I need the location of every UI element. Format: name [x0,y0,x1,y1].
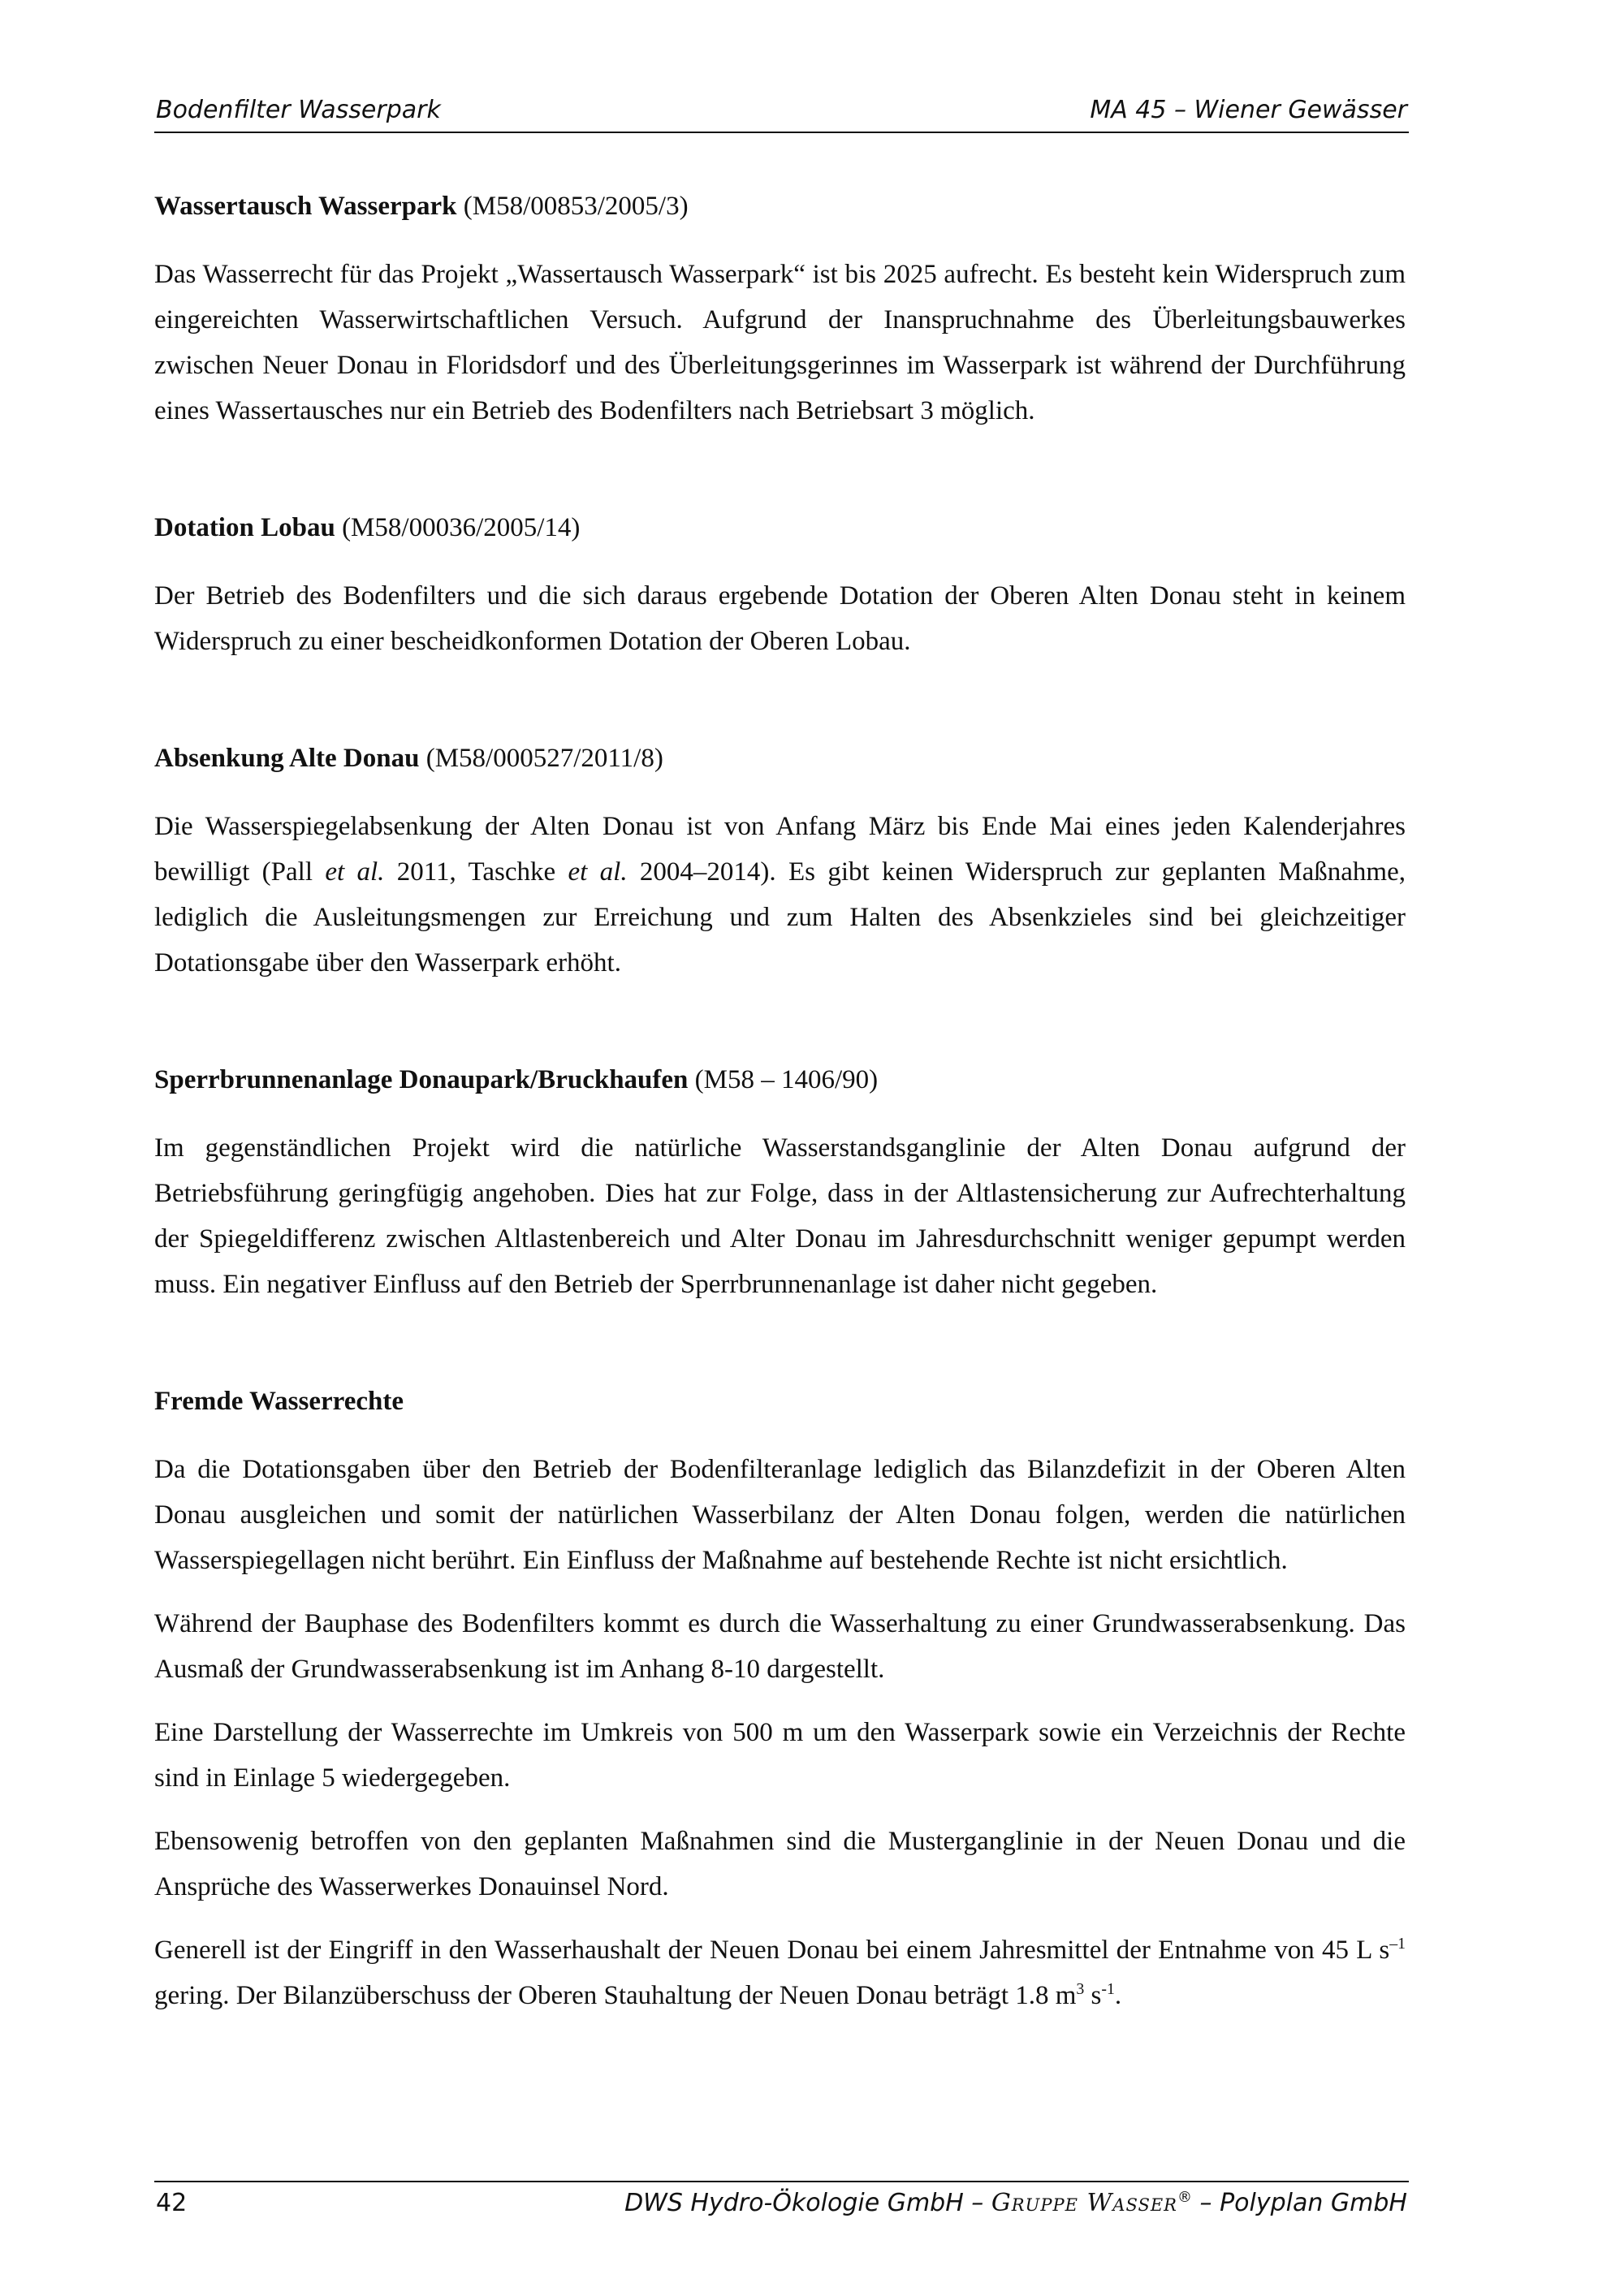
footer-text: DWS Hydro-Ökologie GmbH – [624,2189,991,2217]
section-title: Dotation Lobau [154,513,335,542]
paragraph: Ebensowenig betroffen von den geplanten Maßnahmen sind die Musterganglinie in der Neuen Donau und die Ansprüche des Wasserwerkes Donauinsel Nord. [154,1827,1406,1901]
section-reference: (M58 – 1406/90) [694,1065,879,1094]
page-number: 42 [156,2189,188,2217]
section-sperrbrunnenanlage [154,1057,1406,1307]
page-header [154,96,1409,133]
section-title: Wassertausch Wasserpark [154,192,457,221]
paragraph: Während der Bauphase des Bodenfilters kommt es durch die Wasserhaltung zu einer Grundwasserabsenkung. Das Ausmaß der Grundwasserabsenkung ist im Anhang 8-10 dargestellt. [154,1609,1406,1684]
paragraph [154,1927,1406,2018]
text-run: gering. Der Bilanzüberschuss der Oberen Stauhaltung der Neuen Donau beträgt 1.8 m [154,1981,1077,2010]
footer-organizations [624,2189,1407,2217]
section-title: Sperrbrunnenanlage Donaupark/Bruckhaufen [154,1065,689,1094]
section-absenkung-alte-donau [154,736,1406,986]
text-run: 2011, Taschke [384,857,568,887]
paragraph: Eine Darstellung der Wasserrechte im Umkreis von 500 m um den Wasserpark sowie ein Verzeichnis der Rechte sind in Einlage 5 wiedergegeben. [154,1718,1406,1793]
text-run: s [1084,1981,1102,2010]
section-wassertausch [154,183,1406,434]
section-dotation-lobau [154,505,1406,664]
superscript: 3 [1076,1980,1085,1998]
paragraph [154,804,1406,986]
section-reference: (M58/000527/2011/8) [425,744,663,773]
section-heading [154,505,1406,550]
paragraph: Der Betrieb des Bodenfilters und die sich daraus ergebende Dotation der Oberen Alten Donau steht in keinem Widerspruch zu einer bescheidkonformen Dotation der Oberen Lobau. [154,581,1406,656]
section-fremde-wasserrechte [154,1379,1406,2018]
section-reference: (M58/00036/2005/14) [342,513,581,542]
section-title: Fremde Wasserrechte [154,1387,404,1416]
paragraph: Im gegenständlichen Projekt wird die natürliche Wasserstandsganglinie der Alten Donau aufgrund der Betriebsführung geringfügig angehoben. Dies hat zur Folge, dass in der Altlastensicherung zur Aufrechterhaltung der Spiegeldifferenz zwischen Altlastenbereich und Alter Donau im Jahresdurchschnitt weniger gepumpt werden muss. Ein negativer Einfluss auf den Betrieb der Sperrbrunnenanlage ist daher nicht gegeben. [154,1133,1406,1299]
page-footer [154,2181,1409,2226]
footer-text: – Polyplan GmbH [1192,2189,1407,2217]
section-reference: (M58/00853/2005/3) [463,192,689,221]
header-organization: MA 45 – Wiener Gewässer [1090,96,1407,124]
superscript: –1 [1389,1935,1406,1953]
document-body [154,183,1406,2036]
section-heading [154,1057,1406,1103]
section-heading [154,736,1406,781]
italic-text: et al. [325,857,385,887]
text-run: Generell ist der Eingriff in den Wasserhaushalt der Neuen Donau bei einem Jahresmittel der Entnahme von 45 L s [154,1936,1390,1965]
registered-mark: ® [1177,2189,1192,2206]
section-title: Absenkung Alte Donau [154,744,420,773]
text-run: . [1114,1981,1122,2010]
italic-text: et al. [568,857,628,887]
header-title: Bodenfilter Wasserpark [156,96,441,124]
paragraph: Das Wasserrecht für das Projekt „Wassertausch Wasserpark“ ist bis 2025 aufrecht. Es besteht kein Widerspruch zum eingereichten Wasserwirtschaftlichen Versuch. Aufgrund der Inanspruchnahme des Überleitungsbauwerkes zwischen Neuer Donau in Floridsdorf und des Überleitungsgerinnes im Wasserpark ist während der Durchführung eines Wassertausches nur ein Betrieb des Bodenfilters nach Betriebsart 3 möglich. [154,260,1406,425]
section-heading [154,1379,1406,1424]
footer-brand: Gruppe Wasser [991,2189,1177,2217]
paragraph: Da die Dotationsgaben über den Betrieb der Bodenfilteranlage lediglich das Bilanzdefizit in der Oberen Alten Donau ausgleichen und somit der natürlichen Wasserbilanz der Alten Donau folgen, werden die natürlichen Wasserspiegellagen nicht berührt. Ein Einfluss der Maßnahme auf bestehende Rechte ist nicht ersichtlich. [154,1455,1406,1575]
superscript: -1 [1101,1980,1115,1998]
text-run: Die Wasserspiegelabsenkung der Alten Donau ist von Anfang März bis Ende Mai eines jeden Kalenderjahres bewilligt (Pall [154,812,1406,887]
section-heading [154,183,1406,229]
text-run: 2004–2014). Es gibt keinen Widerspruch zur geplanten Maßnahme, lediglich die Ausleitungsmengen zur Erreichung und zum Halten des Absenkzieles sind bei gleichzeitiger Dotationsgabe über den Wasserpark erhöht. [154,857,1406,978]
